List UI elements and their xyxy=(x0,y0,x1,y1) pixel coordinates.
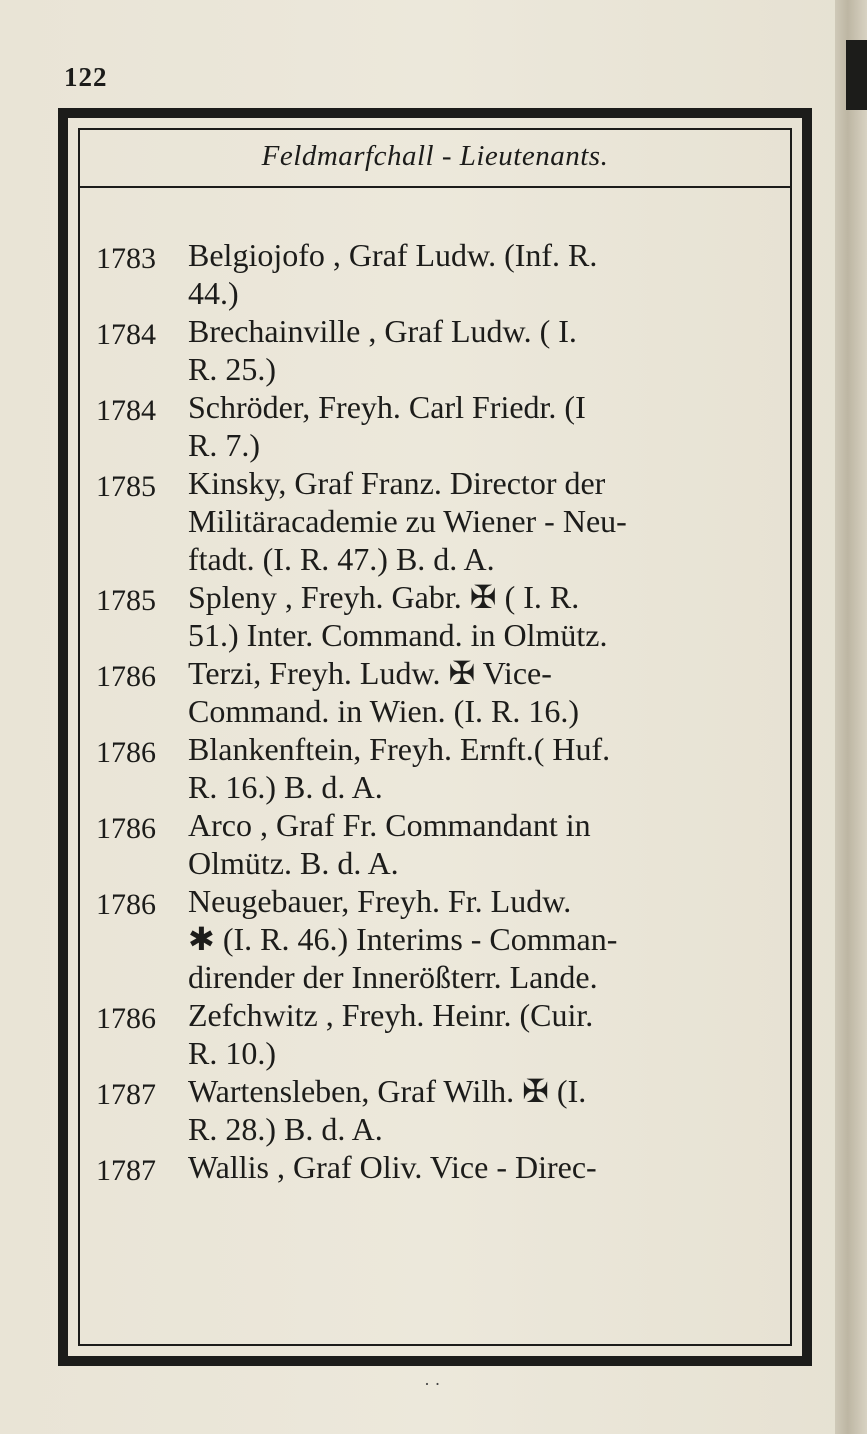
entry-year: 1784 xyxy=(96,394,156,427)
entry-year: 1787 xyxy=(96,1154,156,1187)
list-item xyxy=(96,996,786,1072)
list-item xyxy=(96,882,786,996)
entry-year: 1786 xyxy=(96,812,156,845)
list-item xyxy=(96,236,786,312)
entry-text: Neugebauer, Freyh. Fr. Ludw. ✱ (I. R. 46.) Interims - Comman- dirender der Innerößterr. Lande. xyxy=(188,883,618,995)
gutter-mark xyxy=(846,40,867,110)
page-number: 122 xyxy=(64,62,108,92)
footer-mark: · · xyxy=(424,1374,441,1394)
list-item xyxy=(96,464,786,578)
list-item xyxy=(96,730,786,806)
entry-text: Arco , Graf Fr. Commandant in Olmütz. B. d. A. xyxy=(188,807,591,881)
entry-text: Brechainville , Graf Ludw. ( I. R. 25.) xyxy=(188,313,577,387)
entry-list xyxy=(96,236,786,1190)
entry-year: 1786 xyxy=(96,1002,156,1035)
entry-year: 1783 xyxy=(96,242,156,275)
entry-year: 1785 xyxy=(96,584,156,617)
list-item xyxy=(96,806,786,882)
entry-year: 1784 xyxy=(96,318,156,351)
entry-year: 1786 xyxy=(96,660,156,693)
entry-text: Zefchwitz , Freyh. Heinr. (Cuir. R. 10.) xyxy=(188,997,594,1071)
section-heading: Feldmarfchall - Lieutenants. xyxy=(261,140,609,172)
list-item xyxy=(96,1148,786,1190)
entry-text: Schröder, Freyh. Carl Friedr. (I R. 7.) xyxy=(188,389,586,463)
entry-text: Wartensleben, Graf Wilh. ✠ (I. R. 28.) B. d. A. xyxy=(188,1073,587,1147)
list-item xyxy=(96,578,786,654)
entry-year: 1786 xyxy=(96,888,156,921)
list-item xyxy=(96,388,786,464)
heading-rule xyxy=(80,186,790,188)
entry-text: Wallis , Graf Oliv. Vice - Direc- xyxy=(188,1149,597,1185)
entry-text: Spleny , Freyh. Gabr. ✠ ( I. R. 51.) Inter. Command. in Olmütz. xyxy=(188,579,608,653)
entry-text: Belgiojofo , Graf Ludw. (Inf. R. 44.) xyxy=(188,237,598,311)
entry-text: Terzi, Freyh. Ludw. ✠ Vice- Command. in Wien. (I. R. 16.) xyxy=(188,655,579,729)
entry-year: 1787 xyxy=(96,1078,156,1111)
entry-year: 1786 xyxy=(96,736,156,769)
list-item xyxy=(96,654,786,730)
list-item xyxy=(96,1072,786,1148)
book-gutter xyxy=(835,0,867,1434)
entry-text: Kinsky, Graf Franz. Director der Militäracademie zu Wiener - Neu- ftadt. (I. R. 47.) B. d. A. xyxy=(188,465,627,577)
list-item xyxy=(96,312,786,388)
entry-year: 1785 xyxy=(96,470,156,503)
entry-text: Blankenftein, Freyh. Ernft.( Huf. R. 16.) B. d. A. xyxy=(188,731,611,805)
